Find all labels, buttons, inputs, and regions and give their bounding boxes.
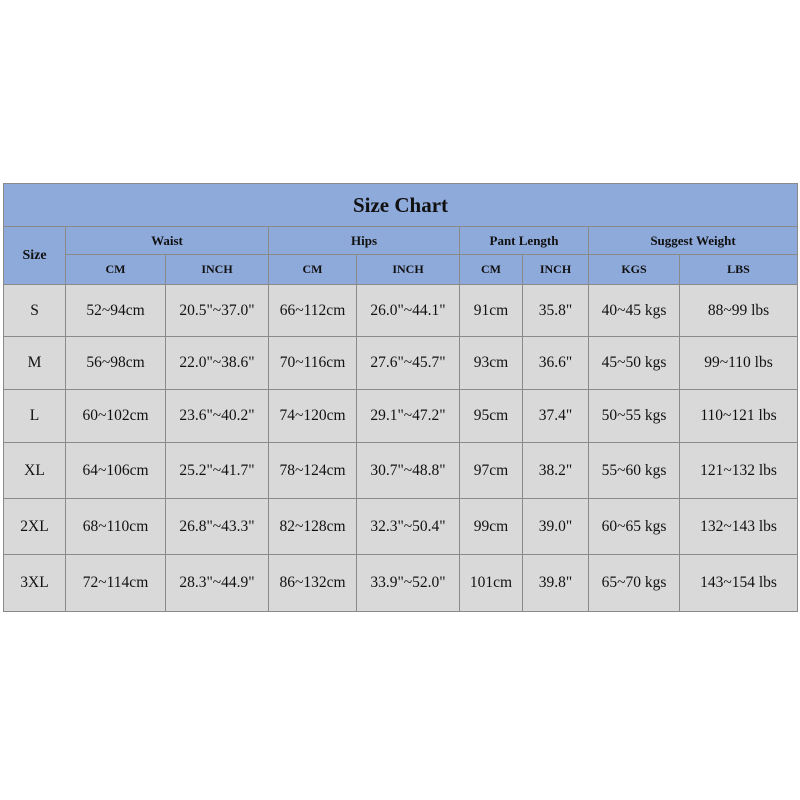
table-cell: 26.8"~43.3" (166, 499, 269, 555)
table-cell: 143~154 lbs (680, 555, 798, 612)
table-cell: 64~106cm (66, 443, 166, 499)
table-cell: 97cm (460, 443, 523, 499)
unit-header: KGS (589, 255, 680, 285)
table-cell: 99~110 lbs (680, 337, 798, 390)
table-cell: 36.6" (523, 337, 589, 390)
size-cell: 3XL (4, 555, 66, 612)
table-cell: 35.8" (523, 285, 589, 337)
table-cell: 50~55 kgs (589, 390, 680, 443)
table-cell: 37.4" (523, 390, 589, 443)
table-cell: 65~70 kgs (589, 555, 680, 612)
table-row (4, 285, 798, 337)
table-cell: 39.0" (523, 499, 589, 555)
table-cell: 28.3"~44.9" (166, 555, 269, 612)
table-cell: 20.5"~37.0" (166, 285, 269, 337)
table-cell: 121~132 lbs (680, 443, 798, 499)
unit-header: CM (269, 255, 357, 285)
table-cell: 26.0"~44.1" (357, 285, 460, 337)
table-row (4, 499, 798, 555)
size-chart-table (3, 183, 798, 612)
table-cell: 29.1"~47.2" (357, 390, 460, 443)
size-column-header: Size (4, 227, 66, 285)
group-header-row (4, 227, 798, 255)
table-cell: 93cm (460, 337, 523, 390)
table-cell: 52~94cm (66, 285, 166, 337)
hips-group-header: Hips (269, 227, 460, 255)
unit-header: INCH (523, 255, 589, 285)
unit-header: LBS (680, 255, 798, 285)
table-row (4, 337, 798, 390)
table-cell: 78~124cm (269, 443, 357, 499)
table-cell: 39.8" (523, 555, 589, 612)
table-cell: 110~121 lbs (680, 390, 798, 443)
size-cell: L (4, 390, 66, 443)
table-cell: 38.2" (523, 443, 589, 499)
table-title: Size Chart (4, 184, 798, 227)
table-cell: 132~143 lbs (680, 499, 798, 555)
table-cell: 33.9"~52.0" (357, 555, 460, 612)
table-cell: 99cm (460, 499, 523, 555)
size-cell: M (4, 337, 66, 390)
title-row (4, 184, 798, 227)
table-cell: 74~120cm (269, 390, 357, 443)
table-cell: 82~128cm (269, 499, 357, 555)
size-cell: S (4, 285, 66, 337)
table-cell: 95cm (460, 390, 523, 443)
table-cell: 88~99 lbs (680, 285, 798, 337)
unit-header: CM (66, 255, 166, 285)
table-cell: 101cm (460, 555, 523, 612)
unit-header: INCH (357, 255, 460, 285)
unit-header: INCH (166, 255, 269, 285)
waist-group-header: Waist (66, 227, 269, 255)
size-cell: 2XL (4, 499, 66, 555)
unit-header: CM (460, 255, 523, 285)
table-cell: 27.6"~45.7" (357, 337, 460, 390)
table-cell: 56~98cm (66, 337, 166, 390)
table-row (4, 555, 798, 612)
table-row (4, 390, 798, 443)
table-cell: 68~110cm (66, 499, 166, 555)
table-cell: 25.2"~41.7" (166, 443, 269, 499)
table-cell: 40~45 kgs (589, 285, 680, 337)
table-cell: 22.0"~38.6" (166, 337, 269, 390)
table-cell: 23.6"~40.2" (166, 390, 269, 443)
table-cell: 72~114cm (66, 555, 166, 612)
table-cell: 66~112cm (269, 285, 357, 337)
table-cell: 86~132cm (269, 555, 357, 612)
table-cell: 60~65 kgs (589, 499, 680, 555)
table-cell: 30.7"~48.8" (357, 443, 460, 499)
table-row (4, 443, 798, 499)
size-cell: XL (4, 443, 66, 499)
suggest-weight-group-header: Suggest Weight (589, 227, 798, 255)
pant-length-group-header: Pant Length (460, 227, 589, 255)
table-cell: 45~50 kgs (589, 337, 680, 390)
table-cell: 55~60 kgs (589, 443, 680, 499)
table-cell: 70~116cm (269, 337, 357, 390)
table-cell: 60~102cm (66, 390, 166, 443)
table-cell: 91cm (460, 285, 523, 337)
unit-header-row (4, 255, 798, 285)
table-cell: 32.3"~50.4" (357, 499, 460, 555)
